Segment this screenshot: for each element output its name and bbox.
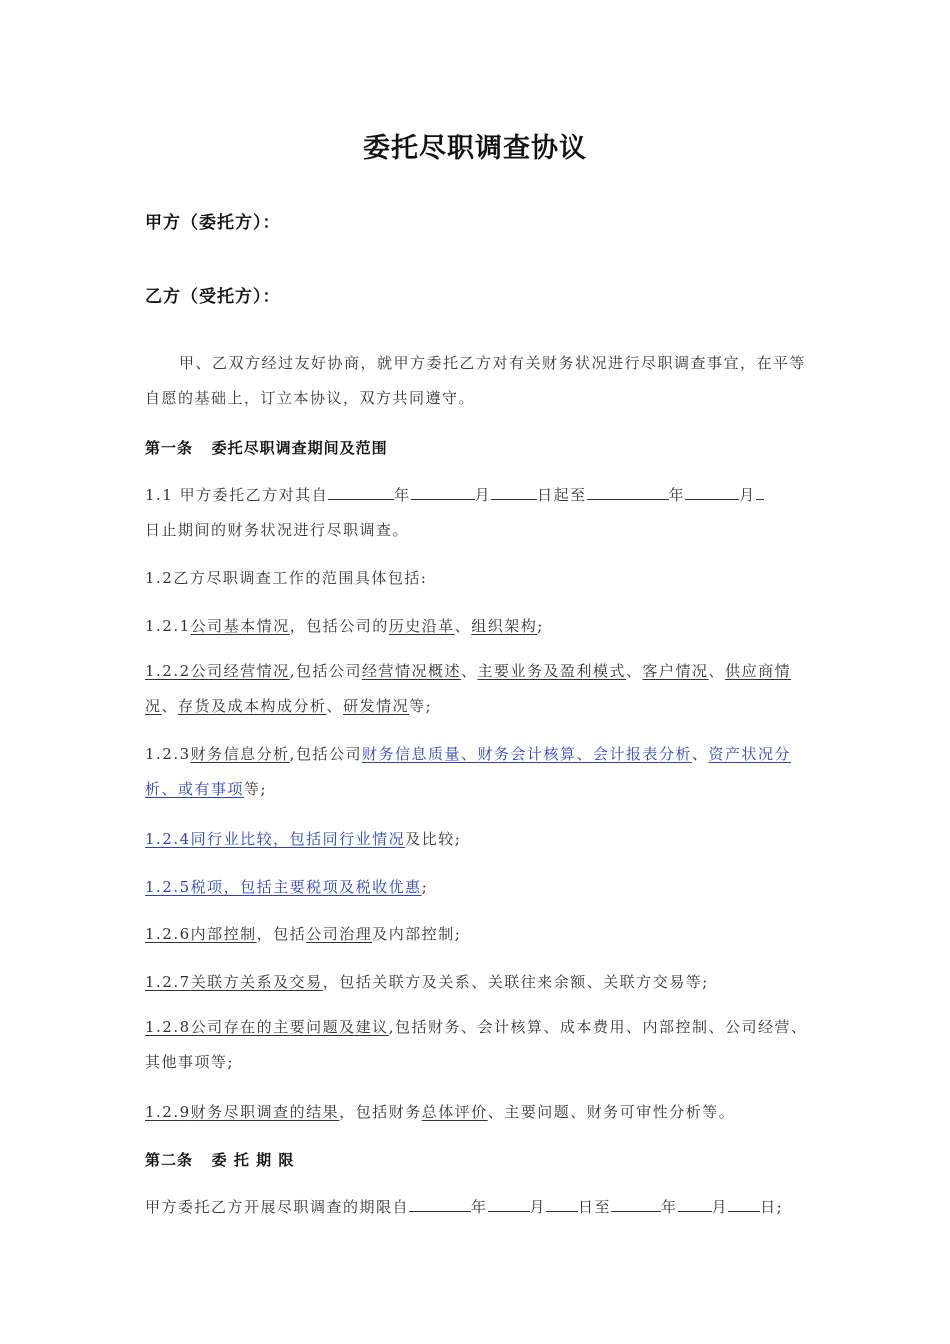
- blank-period-start-day[interactable]: [546, 1197, 578, 1212]
- link-financial-quality[interactable]: 财务信息质量、财务会计核算、会计报表分析: [361, 745, 692, 763]
- topic-business-model: 主要业务及盈利模式: [477, 662, 627, 680]
- clause-number: 1.2.3: [145, 745, 191, 763]
- separator: 、: [454, 617, 472, 635]
- separator: 、: [326, 697, 344, 715]
- clause-text: ，包括关联方及关系、关联往来余额、关联方交易等;: [322, 973, 709, 991]
- topic-financial-analysis: 财务信息分析: [190, 745, 290, 763]
- month-label: 月: [474, 486, 492, 504]
- clause-1-2-6: [145, 923, 461, 944]
- blank-period-start-year[interactable]: [409, 1197, 471, 1212]
- separator: ;: [537, 617, 544, 635]
- topic-org-structure: 组织架构: [471, 617, 538, 635]
- article2-prefix: 甲方委托乙方开展尽职调查的期限自: [145, 1198, 410, 1216]
- clause-number: 1.2.2: [145, 662, 191, 680]
- clause-1-1-line2: 日止期间的财务状况进行尽职调查。: [145, 521, 410, 539]
- blank-end-year[interactable]: [587, 485, 669, 500]
- year-label: 年: [471, 1198, 488, 1216]
- article1-heading: 第一条 委托尽职调查期间及范围: [145, 439, 388, 457]
- blank-end-month[interactable]: [685, 485, 739, 500]
- month-label: 月: [529, 1198, 547, 1216]
- clause-1-2-5: [145, 876, 428, 897]
- blank-start-year[interactable]: [328, 485, 394, 500]
- clause-1-2-1: [145, 615, 544, 636]
- year-label: 年: [394, 486, 411, 504]
- topic-history: 历史沿革: [388, 617, 455, 635]
- topic-dd-result: 财务尽职调查的结果: [190, 1103, 340, 1121]
- clause-1-2-8: [145, 1010, 809, 1080]
- topic-governance: 公司治理: [306, 925, 373, 943]
- link-asset-status[interactable]: 资产状况分析、或有事项: [145, 745, 792, 798]
- clause-text: ，包括: [256, 925, 307, 943]
- clause-number: 1.2.9: [145, 1103, 191, 1121]
- month2-label: 月: [711, 1198, 729, 1216]
- document-title: 委托尽职调查协议: [363, 133, 587, 164]
- clause-1-2-7: [145, 971, 709, 992]
- clause-1-2: 1.2乙方尽职调查工作的范围具体包括:: [145, 569, 428, 587]
- topic-internal-control: 内部控制: [190, 925, 257, 943]
- clause-text: 及比较;: [405, 830, 462, 848]
- clause-1-2-4: [145, 828, 461, 849]
- topic-customers: 客户情况: [642, 662, 709, 680]
- separator: 、: [460, 662, 478, 680]
- clause-1-2-9: [145, 1101, 735, 1122]
- topic-inventory-cost: 存货及成本构成分析: [178, 697, 327, 715]
- link-taxation[interactable]: 税项，包括主要税项及税收优惠: [190, 878, 422, 896]
- clause-text: 、主要问题、财务可审性分析等。: [487, 1103, 736, 1121]
- clause-text: 等;: [409, 697, 433, 715]
- blank-end-day[interactable]: [756, 485, 764, 500]
- separator: ;: [421, 878, 429, 896]
- intro-paragraph: [145, 346, 809, 416]
- blank-start-day[interactable]: [491, 485, 537, 500]
- clause-text: 及内部控制;: [372, 925, 462, 943]
- blank-period-end-day[interactable]: [728, 1197, 760, 1212]
- clause-text: ，包括公司的: [289, 617, 389, 635]
- blank-start-month[interactable]: [411, 485, 475, 500]
- clause-1-1-prefix: 1.1 甲方委托乙方对其自: [145, 486, 329, 504]
- topic-operations: 公司经营情况: [190, 662, 290, 680]
- separator: 、: [626, 662, 643, 680]
- clause-number-link[interactable]: 1.2.5: [145, 878, 191, 896]
- topic-company-basics: 公司基本情况: [190, 617, 290, 635]
- day-from-label: 日起至: [537, 486, 587, 504]
- clause-1-2-2: [145, 654, 809, 724]
- article2-heading: 第二条 委 托 期 限: [145, 1151, 295, 1169]
- clause-text: ，包括财务: [339, 1103, 422, 1121]
- year2-label: 年: [661, 1198, 678, 1216]
- clause-number-link[interactable]: 1.2.4: [145, 830, 191, 848]
- clause-number: 1.2.1: [145, 617, 191, 635]
- blank-period-start-month[interactable]: [488, 1197, 530, 1212]
- intro-text: 甲、乙双方经过友好协商，就甲方委托乙方对有关财务状况进行尽职调查事宜，在平等自愿的基础上，订立本协议，双方共同遵守。: [145, 354, 807, 407]
- topic-suppliers: 供应商情况: [145, 662, 792, 715]
- clause-text: ,包括公司: [289, 662, 362, 680]
- blank-period-end-year[interactable]: [611, 1197, 661, 1212]
- clause-text: 等;: [244, 780, 268, 798]
- separator: 、: [691, 745, 709, 763]
- month2-label: 月: [739, 486, 756, 504]
- clause-text: ,包括财务、会计核算、成本费用、内部控制、公司经营、其他事项等;: [145, 1018, 808, 1071]
- year2-label: 年: [668, 486, 686, 504]
- topic-overall-evaluation: 总体评价: [421, 1103, 488, 1121]
- day-to-label: 日至: [578, 1198, 612, 1216]
- party-a-label: 甲方（委托方）：: [145, 213, 281, 233]
- topic-rnd: 研发情况: [343, 697, 410, 715]
- topic-issues-suggestions: 公司存在的主要问题及建议: [190, 1018, 389, 1036]
- article2-text: [145, 1196, 783, 1217]
- topic-related-party: 关联方关系及交易: [190, 973, 323, 991]
- clause-text: ,包括公司: [289, 745, 362, 763]
- clause-1-1-line1: [145, 484, 764, 505]
- blank-period-end-month[interactable]: [678, 1197, 712, 1212]
- separator: 、: [161, 697, 179, 715]
- clause-number: 1.2.6: [145, 925, 191, 943]
- topic-operations-overview: 经营情况概述: [361, 662, 461, 680]
- party-b-label: 乙方（受托方）：: [145, 287, 281, 307]
- clause-1-2-3: [145, 737, 809, 807]
- separator: 、: [708, 662, 726, 680]
- clause-number: 1.2.7: [145, 973, 191, 991]
- link-industry-comparison[interactable]: 同行业比较，包括同行业情况: [190, 830, 406, 848]
- day-end-label: 日;: [760, 1198, 784, 1216]
- clause-number: 1.2.8: [145, 1018, 191, 1036]
